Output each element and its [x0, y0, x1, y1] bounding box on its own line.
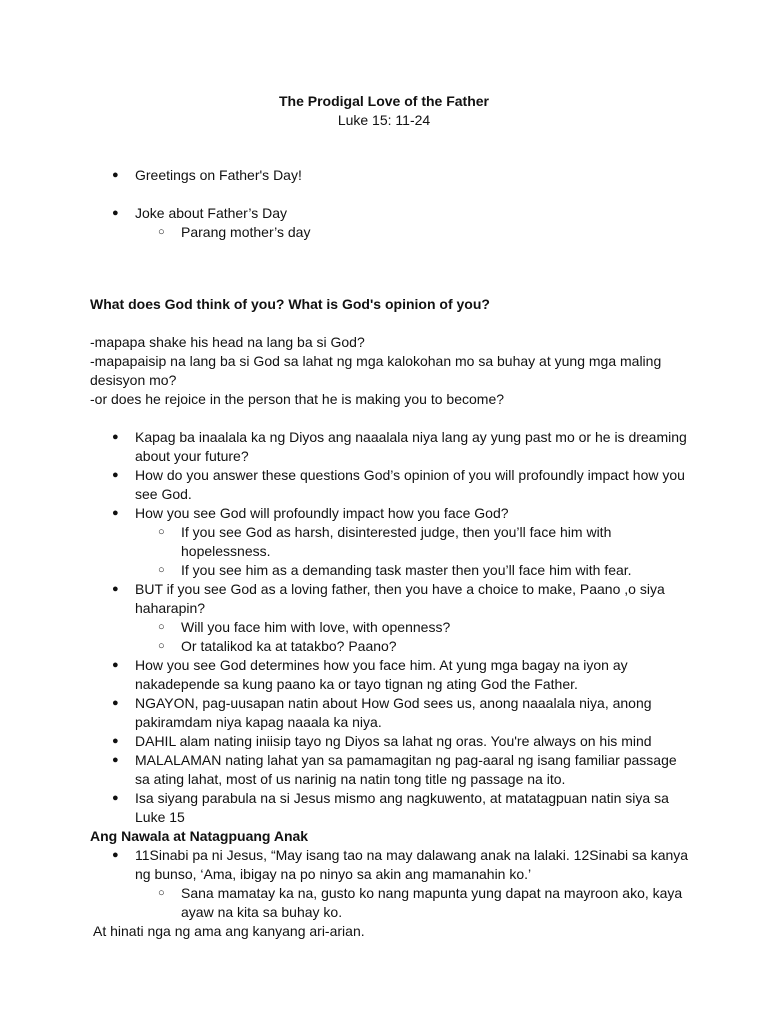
- list-item: ● 11Sinabi pa ni Jesus, “May isang tao na may dalawang anak na lalaki. 12Sinabi sa kanya ng bunso, ‘Ama, ibigay na po ninyo sa akin ang mamanahin ko.’ ○ Sana mamatay ka na, gusto ko nang mapunta yung dapat na mayroon ako, kaya ayaw na kita sa buhay ko.: [90, 846, 690, 922]
- paragraph-line: -mapapa shake his head na lang ba si God?: [90, 334, 365, 350]
- section1-list: [90, 428, 690, 827]
- sub-list-item: ○ Parang mother’s day: [90, 223, 690, 242]
- list-item: ● Joke about Father’s Day ○ Parang mother’s day: [90, 204, 690, 242]
- document-title: The Prodigal Love of the Father: [278, 93, 490, 109]
- sub-list-item: ○ Sana mamatay ka na, gusto ko nang mapunta yung dapat na mayroon ako, kaya ayaw na kita sa buhay ko.: [90, 884, 690, 922]
- paragraph-line: -or does he rejoice in the person that he is making you to become?: [90, 391, 505, 407]
- sub-list: [135, 884, 690, 922]
- list-item: ● Greetings on Father's Day!: [90, 166, 690, 185]
- section-heading: Ang Nawala at Natagpuang Anak: [90, 828, 309, 844]
- sub-list-item: ○ If you see him as a demanding task master then you’ll face him with fear.: [90, 561, 690, 580]
- document-body: [90, 166, 690, 941]
- list-item: ● Kapag ba inaalala ka ng Diyos ang naaalala niya lang ay yung past mo or he is dreaming about your future?: [90, 428, 690, 466]
- list-item: ● BUT if you see God as a loving father, then you have a choice to make, Paano ,o siya haharapin? ○ Will you face him with love, with openness? ○ Or tatalikod ka at tatakbo? Paano?: [90, 580, 690, 656]
- sub-list-item: ○ Will you face him with love, with openness?: [90, 618, 690, 637]
- intro-list: [90, 166, 690, 185]
- document-subtitle: Luke 15: 11-24: [337, 112, 431, 128]
- document-header: [0, 92, 768, 130]
- list-item: ● DAHIL alam nating iniisip tayo ng Diyos sa lahat ng oras. You're always on his mind: [90, 732, 690, 751]
- sub-list-item: ○ If you see God as harsh, disinterested judge, then you’ll face him with hopelessness.: [90, 523, 690, 561]
- paragraph-line: At hinati nga ng ama ang kanyang ari-arian.: [93, 923, 365, 939]
- list-item: ● How you see God determines how you face him. At yung mga bagay na iyon ay nakadepende sa kung paano ka or tayo tignan ng ating God the Father.: [90, 656, 690, 694]
- section2-list: [90, 846, 690, 922]
- sub-list-item: ○ Or tatalikod ka at tatakbo? Paano?: [90, 637, 690, 656]
- sub-list: [135, 223, 690, 242]
- section-heading: What does God think of you? What is God's opinion of you?: [90, 296, 490, 312]
- list-item: ● Isa siyang parabula na si Jesus mismo ang nagkuwento, at matatagpuan natin siya sa Luke 15: [90, 789, 690, 827]
- list-item: ● How you see God will profoundly impact how you face God? ○ If you see God as harsh, disinterested judge, then you’ll face him with hopelessness. ○ If you see him as a demanding task master then you’ll face him with fear.: [90, 504, 690, 580]
- list-item: ● NGAYON, pag-uusapan natin about How God sees us, anong naaalala niya, anong pakiramdam niya kapag naaala ka niya.: [90, 694, 690, 732]
- list-item: ● MALALAMAN nating lahat yan sa pamamagitan ng pag-aaral ng isang familiar passage sa ating lahat, most of us narinig na natin tong title ng passage na ito.: [90, 751, 690, 789]
- intro-list-2: [90, 204, 690, 242]
- list-item: ● How do you answer these questions God’s opinion of you will profoundly impact how you see God.: [90, 466, 690, 504]
- sub-list: [135, 523, 690, 580]
- paragraph-line: -mapapaisip na lang ba si God sa lahat ng mga kalokohan mo sa buhay at yung mga maling desisyon mo?: [90, 353, 662, 388]
- sub-list: [135, 618, 690, 656]
